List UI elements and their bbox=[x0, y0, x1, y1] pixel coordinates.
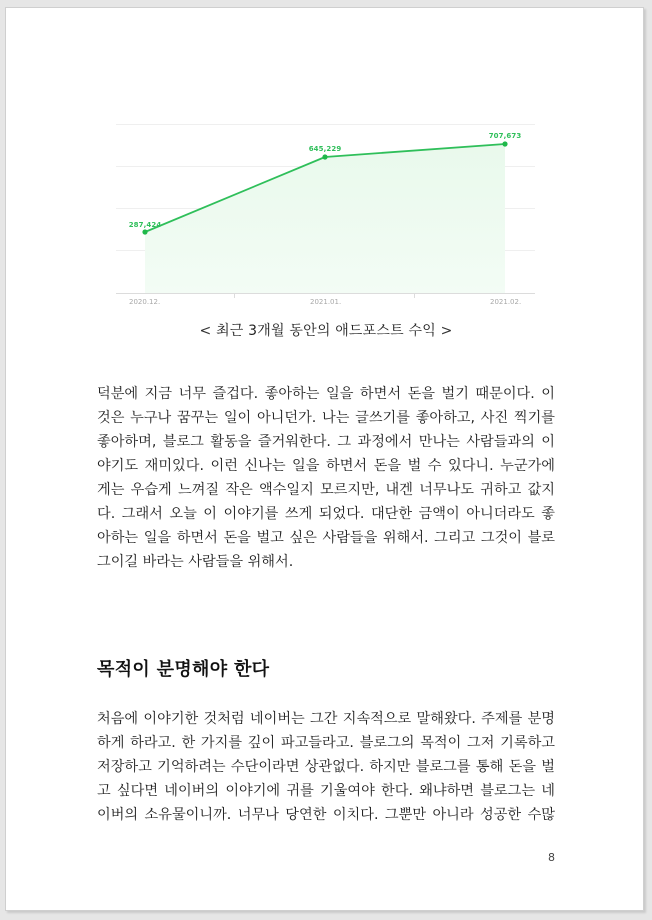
text-line: 좋아하며, 블로그 활동을 즐거워한다. 그 과정에서 만나는 사람들과의 이 bbox=[97, 434, 555, 450]
text-line: 저장하고 기억하려는 수단이라면 상관없다. 하지만 블로그를 통해 돈을 벌 bbox=[97, 759, 555, 775]
data-label: 707,673 bbox=[488, 132, 522, 140]
chart-point bbox=[502, 141, 507, 146]
caption-left-bracket: < bbox=[199, 323, 212, 339]
text-line: 처음에 이야기한 것처럼 네이버는 그간 지속적으로 말해왔다. 주제를 분명 bbox=[97, 711, 555, 727]
text-line: 덕분에 지금 너무 즐겁다. 좋아하는 일을 하면서 돈을 벌기 때문이다. 이 bbox=[97, 386, 555, 402]
body-paragraph-1 bbox=[97, 382, 555, 574]
page-number: 8 bbox=[548, 851, 555, 864]
x-axis-tick-label: 2021.01. bbox=[310, 298, 342, 306]
chart-canvas bbox=[0, 0, 652, 320]
text-line: 다. 그래서 오늘 이 이야기를 쓰게 되었다. 대단한 금액이 아니더라도 좋 bbox=[97, 506, 555, 522]
text-line: 그이길 바라는 사람들을 위해서. bbox=[97, 554, 294, 570]
text-line: 게는 우습게 느껴질 작은 액수일지 모르지만, 내겐 너무나도 귀하고 값지 bbox=[97, 482, 555, 498]
data-label: 645,229 bbox=[308, 145, 342, 153]
text-line: 이버의 소유물이니까. 너무나 당연한 이치다. 그뿐만 아니라 성공한 수많 bbox=[97, 807, 555, 823]
chart-caption bbox=[0, 320, 652, 340]
revenue-line-chart bbox=[0, 0, 652, 320]
caption-text: 최근 3개월 동안의 애드포스트 수익 bbox=[216, 323, 436, 339]
chart-point bbox=[142, 229, 147, 234]
data-label: 287,424 bbox=[128, 221, 162, 229]
x-axis-tick-label: 2021.02. bbox=[490, 298, 522, 306]
text-line: 아하는 일을 하면서 돈을 벌고 싶은 사람들을 위해서. 그리고 그것이 블로 bbox=[97, 530, 555, 546]
caption-right-bracket: > bbox=[440, 323, 453, 339]
x-axis-tick-label: 2020.12. bbox=[129, 298, 161, 306]
chart-point bbox=[322, 154, 327, 159]
text-line: 야기도 재미있다. 이런 신나는 일을 하면서 돈을 벌 수 있다니. 누군가에 bbox=[97, 458, 555, 474]
text-line: 고 싶다면 네이버의 이야기에 귀를 기울여야 한다. 왜냐하면 블로그는 네 bbox=[97, 783, 555, 799]
text-line: 하게 하라고. 한 가지를 깊이 파고들라고. 블로그의 목적이 그저 기록하고 bbox=[97, 735, 555, 751]
section-heading: 목적이 분명해야 한다 bbox=[97, 659, 270, 680]
body-paragraph-2 bbox=[97, 707, 555, 827]
text-line: 것은 누구나 꿈꾸는 일이 아니던가. 나는 글쓰기를 좋아하고, 사진 찍기를 bbox=[97, 410, 555, 426]
